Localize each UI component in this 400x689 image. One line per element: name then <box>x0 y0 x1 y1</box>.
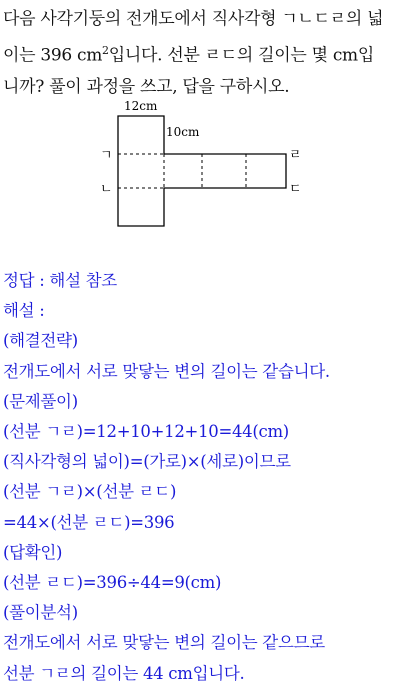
solution-line: 해설 : <box>3 301 45 321</box>
solution-line: (선분 ㄹㄷ)=396÷44=9(cm) <box>3 573 222 593</box>
solution-text <box>3 266 399 689</box>
problem-line-2 <box>3 35 399 72</box>
solution-line: (선분 ㄱㄹ)×(선분 ㄹㄷ) <box>3 482 177 502</box>
label-10cm: 10cm <box>166 125 200 139</box>
solution-line: (답확인) <box>3 542 63 562</box>
net-figure <box>96 96 306 240</box>
label-12cm: 12cm <box>124 99 158 113</box>
vertex-label-r: ㄹ <box>289 148 302 163</box>
solution-line: 전개도에서 서로 맞닿는 변의 길이는 같으므로 <box>3 633 325 653</box>
solution-line: =44×(선분 ㄹㄷ)=396 <box>3 512 175 532</box>
problem-line-1: 다음 사각기둥의 전개도에서 직사각형 ㄱㄴㄷㄹ의 넓 <box>3 9 384 29</box>
solution-line: (풀이분석) <box>3 603 78 623</box>
vertex-label-g: ㄱ <box>100 148 113 163</box>
net-diagram <box>96 96 306 236</box>
vertex-label-d: ㄷ <box>289 182 302 197</box>
solution-line: 정답 : 해설 참조 <box>3 271 117 290</box>
solution-line: (선분 ㄱㄹ)=12+10+12+10=44(cm) <box>3 422 289 442</box>
solution-line: (문제풀이) <box>3 391 78 411</box>
problem-line-2-b: 입니다. 선분 ㄹㄷ의 길이는 몇 cm입 <box>108 45 374 66</box>
unit-superscript: 2 <box>102 44 109 57</box>
vertex-label-n: ㄴ <box>100 182 113 197</box>
solution-line: 선분 ㄱㄹ의 길이는 44 cm입니다. <box>3 663 245 683</box>
solution-line: 전개도에서 서로 맞닿는 변의 길이는 같습니다. <box>3 361 330 381</box>
solution-line: (해결전략) <box>3 331 78 351</box>
problem-line-2-a: 이는 396 cm <box>3 45 103 66</box>
problem-text <box>3 4 399 103</box>
net-outline <box>118 116 286 226</box>
solution-line: (직사각형의 넓이)=(가로)×(세로)이므로 <box>3 452 291 472</box>
problem-line-3: 니까? 풀이 과정을 쓰고, 답을 구하시오. <box>3 76 290 97</box>
